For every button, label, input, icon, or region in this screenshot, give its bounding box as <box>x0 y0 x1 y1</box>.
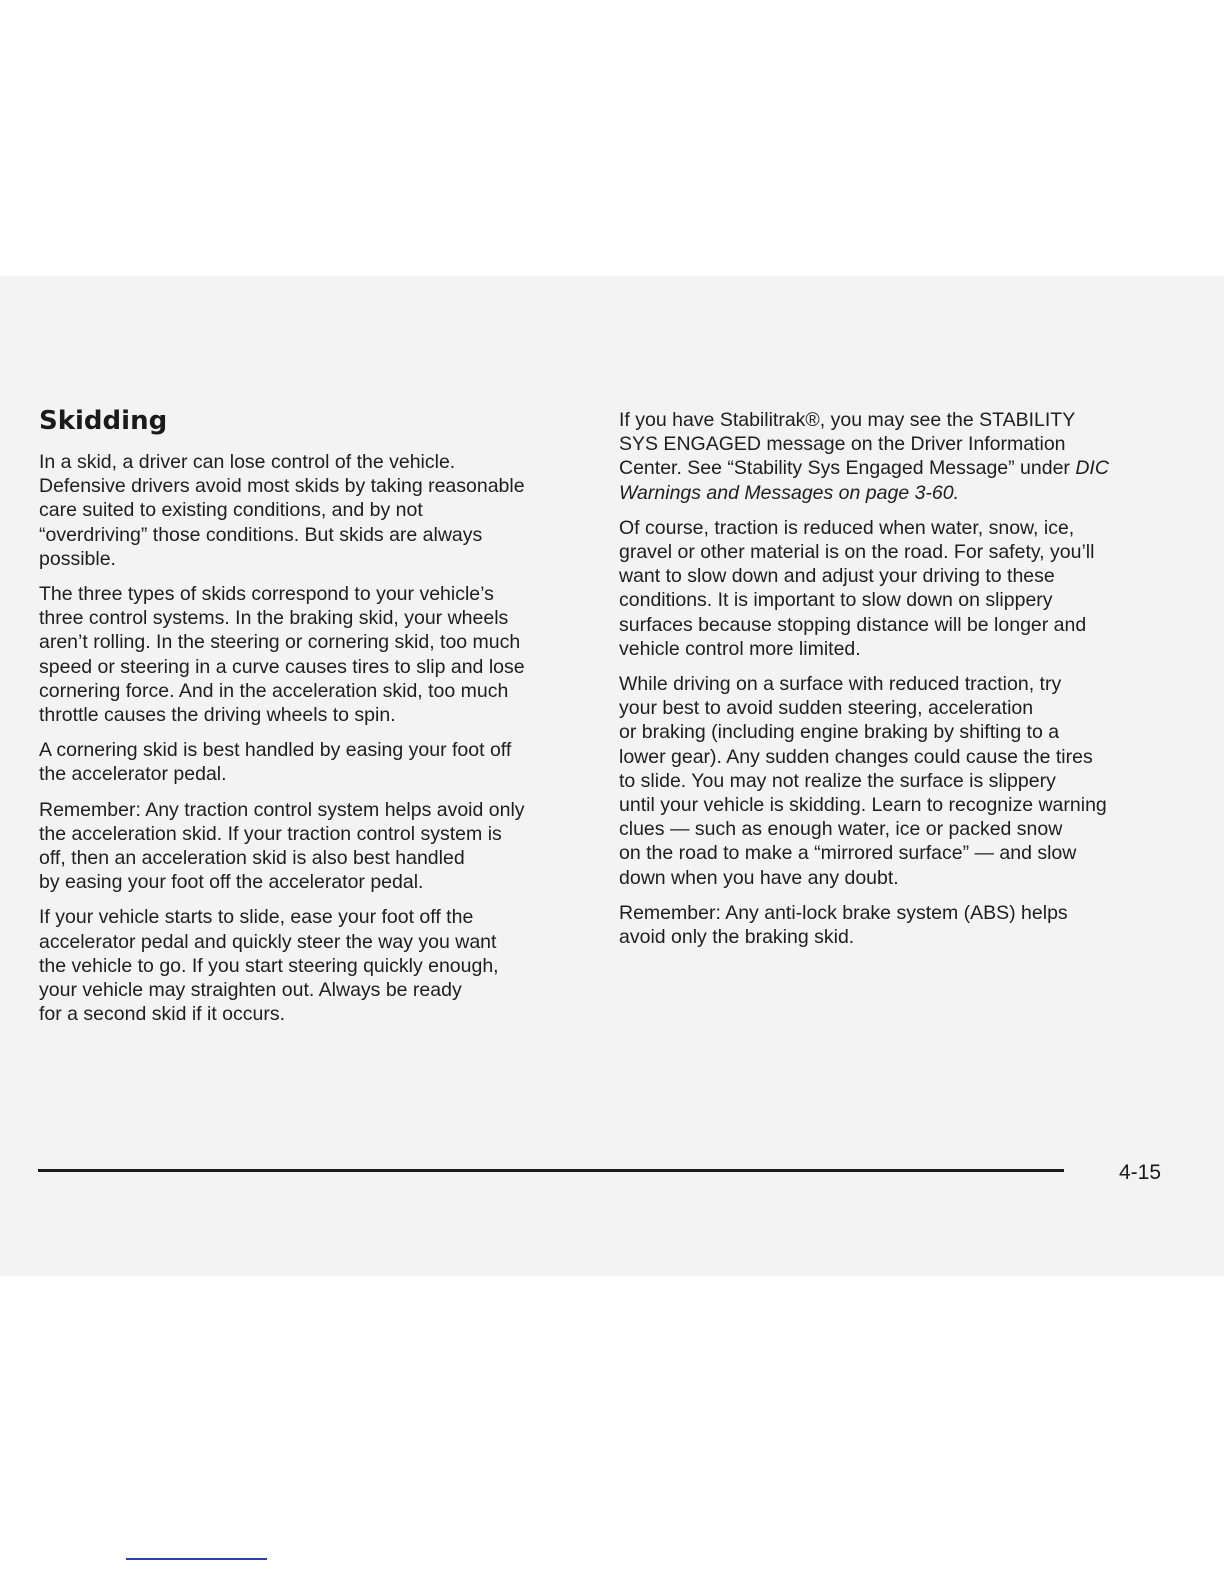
left-column <box>39 404 587 1037</box>
footer-rule <box>38 1169 1064 1172</box>
paragraph-skid-intro: In a skid, a driver can lose control of the vehicle. Defensive drivers avoid most skids by taking reasonable care suited to existing conditions, and by not “overdriving” those conditions. But skids are always possible. <box>39 451 525 570</box>
section-title: Skidding <box>39 406 168 436</box>
paragraph-traction-control: Remember: Any traction control system helps avoid only the acceleration skid. If your traction control system is off, then an acceleration skid is also best handled by easing your foot off the accelerator pedal. <box>39 798 525 894</box>
link-underline <box>126 1558 267 1560</box>
paragraph-abs: Remember: Any anti-lock brake system (ABS) helps avoid only the braking skid. <box>619 901 1068 949</box>
paragraph-cornering-skid: A cornering skid is best handled by easing your foot off the accelerator pedal. <box>39 739 512 786</box>
paragraph-stabilitrak <box>619 408 1171 505</box>
dic-warnings-reference[interactable]: DIC Warnings and Messages on page 3-60. <box>619 457 1109 504</box>
page-number: 4-15 <box>1119 1161 1162 1184</box>
right-column <box>619 408 1171 960</box>
stabilitrak-text: If you have Stabilitrak®, you may see the STABILITY SYS ENGAGED message on the Driver Information Center. See “Stability Sys Engaged Message” under <box>619 409 1076 480</box>
paragraph-reduced-traction: Of course, traction is reduced when water, snow, ice, gravel or other material is on the road. For safety, you’ll want to slow down and adjust your driving to these conditions. It is important to slow down on slippery surfaces because stopping distance will be longer and vehicle control more limited. <box>619 516 1095 660</box>
paragraph-skid-types: The three types of skids correspond to your vehicle’s three control systems. In the braking skid, your wheels aren’t rolling. In the steering or cornering skid, too much speed or steering in a curve causes tires to slip and lose cornering force. And in the acceleration skid, too much throttle causes the driving wheels to spin. <box>39 583 525 727</box>
paragraph-driving-tips: While driving on a surface with reduced traction, try your best to avoid sudden steering, acceleration or braking (including engine braking by shifting to a lower gear). Any sudden changes could cause the tires to slide. You may not realize the surface is slippery until your vehicle is skidding. Learn to recognize warning clues — such as enough water, ice or packed snow on the road to make a “mirrored surface” — and slow down when you have any doubt. <box>619 673 1107 889</box>
paragraph-vehicle-slide: If your vehicle starts to slide, ease your foot off the accelerator pedal and quickly steer the way you want the vehicle to go. If you start steering quickly enough, your vehicle may straighten out. Always be ready for a second skid if it occurs. <box>39 906 499 1026</box>
